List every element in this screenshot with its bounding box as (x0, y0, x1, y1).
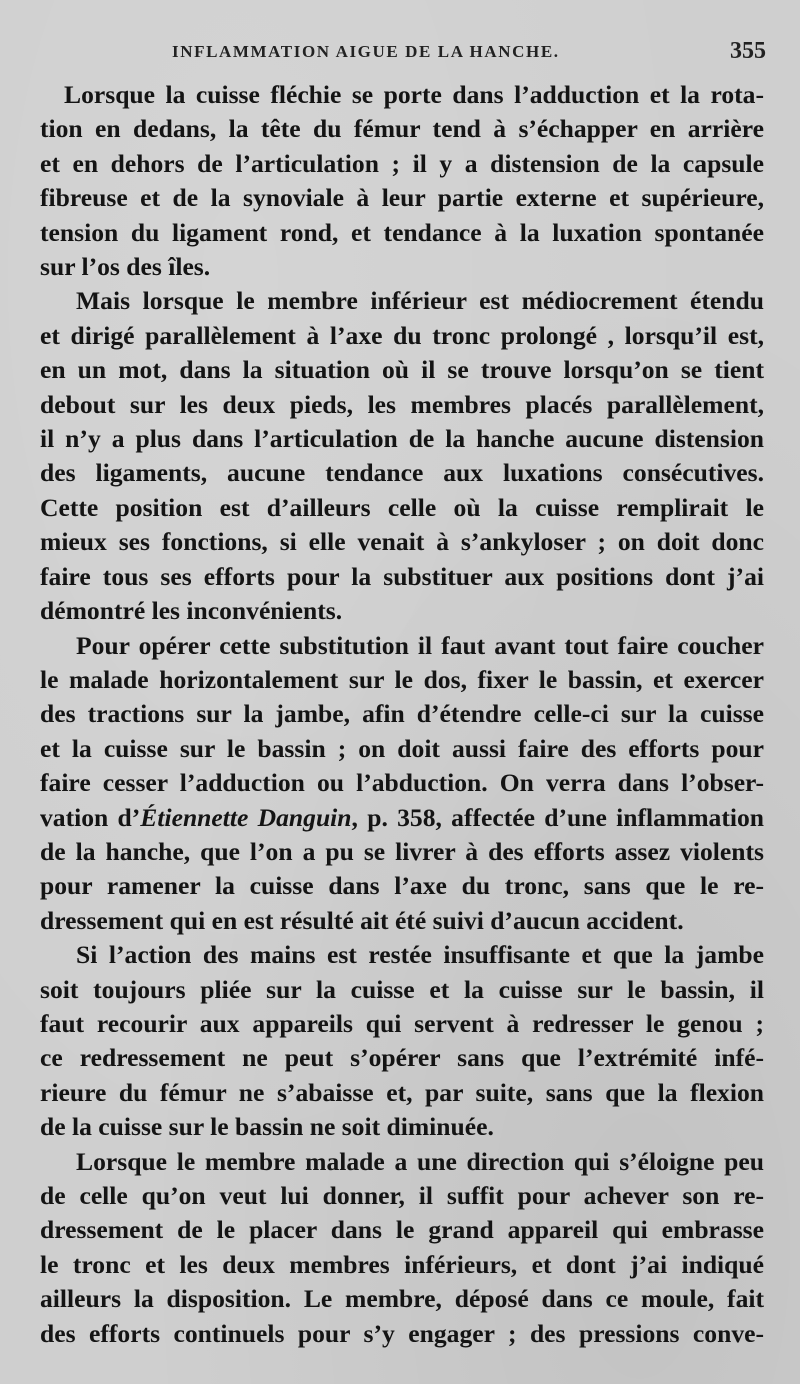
text-line: Lorsque le membre malade a une direction qui s’éloigne peu (76, 1146, 764, 1176)
text-line: de la hanche, que l’on a pu se livrer à des efforts assez violents (40, 836, 764, 866)
text-line: démontré les inconvénients. (40, 596, 343, 626)
text-line: ailleurs la disposition. Le membre, déposé dans ce moule, fait (40, 1284, 764, 1314)
text-line: tion en dedans, la tête du fémur tend à s’échapper en arrière (40, 114, 764, 144)
text-line: Lorsque la cuisse fléchie se porte dans l’adduction et la rota- (64, 80, 764, 109)
text-line: et la cuisse sur le bassin ; on doit aussi faire des efforts pour (40, 733, 764, 763)
text-line: de celle qu’on veut lui donner, il suffit pour achever son re- (40, 1181, 764, 1210)
text-line: faire cesser l’adduction ou l’abduction. On verra dans l’obser- (40, 768, 764, 798)
page-header (0, 38, 800, 68)
text-line: des tractions sur la jambe, afin d’étendre celle-ci sur la cuisse (40, 699, 764, 729)
text-line: pour ramener la cuisse dans l’axe du tronc, sans que le re- (40, 871, 764, 901)
text-line: dressement qui en est résulté ait été suivi d’aucun accident. (40, 905, 684, 935)
text-line: faut recourir aux appareils qui servent à redresser le genou ; (40, 1008, 764, 1038)
body-text (40, 78, 764, 1351)
paragraph (40, 78, 764, 284)
text-line: des efforts continuels pour s’y engager ; des pressions conve- (40, 1318, 764, 1348)
paragraph (40, 284, 764, 628)
text-line: ce redressement ne peut s’opérer sans que l’extrémité infé- (40, 1043, 764, 1073)
text-line: Si l’action des mains est restée insuffisante et que la jambe (76, 940, 764, 970)
text-line: il n’y a plus dans l’articulation de la hanche aucune distension (40, 424, 764, 454)
text-line: sur l’os des îles. (40, 252, 211, 282)
text-line: fibreuse et de la synoviale à leur partie externe et supérieure, (40, 183, 764, 213)
text-line: et dirigé parallèlement à l’axe du tronc prolongé , lorsqu’il est, (40, 320, 764, 350)
text-line: Cette position est d’ailleurs celle où la cuisse remplirait le (40, 492, 764, 522)
running-title: INFLAMMATION AIGUE DE LA HANCHE. (172, 42, 560, 61)
page-number: 355 (730, 38, 766, 64)
text-line: et en dehors de l’articulation ; il y a distension de la capsule (40, 148, 764, 178)
paragraph (40, 1145, 764, 1351)
text-line: Pour opérer cette substitution il faut avant tout faire coucher (76, 630, 764, 660)
text-line: en un mot, dans la situation où il se trouve lorsqu’on se tient (40, 355, 764, 385)
text-line: debout sur les deux pieds, les membres placés parallèlement, (40, 389, 764, 419)
text-line: Mais lorsque le membre inférieur est médiocrement étendu (76, 286, 764, 316)
italic-name: Étiennette Danguin (140, 802, 352, 832)
text-line: des ligaments, aucune tendance aux luxations consécutives. (40, 458, 764, 488)
text-line: dressement de le placer dans le grand appareil qui embrasse (40, 1215, 764, 1245)
text-line: le tronc et les deux membres inférieurs, et dont j’ai indiqué (40, 1249, 764, 1279)
text-line: tension du ligament rond, et tendance à la luxation spontanée (40, 217, 764, 247)
text-line: de la cuisse sur le bassin ne soit diminuée. (40, 1112, 494, 1142)
text-line: le malade horizontalement sur le dos, fixer le bassin, et exercer (40, 664, 764, 694)
text-line: faire tous ses efforts pour la substituer aux positions dont j’ai (40, 561, 764, 591)
text-line: mieux ses fonctions, si elle venait à s’ankyloser ; on doit donc (40, 527, 764, 557)
paragraph (40, 938, 764, 1144)
text-line: soit toujours pliée sur la cuisse et la cuisse sur le bassin, il (40, 974, 764, 1004)
paragraph (40, 629, 764, 939)
text-line: rieure du fémur ne s’abaisse et, par suite, sans que la flexion (40, 1077, 764, 1107)
text-line: vation d’Étiennette Danguin, p. 358, affectée d’une inflammation (40, 802, 764, 832)
